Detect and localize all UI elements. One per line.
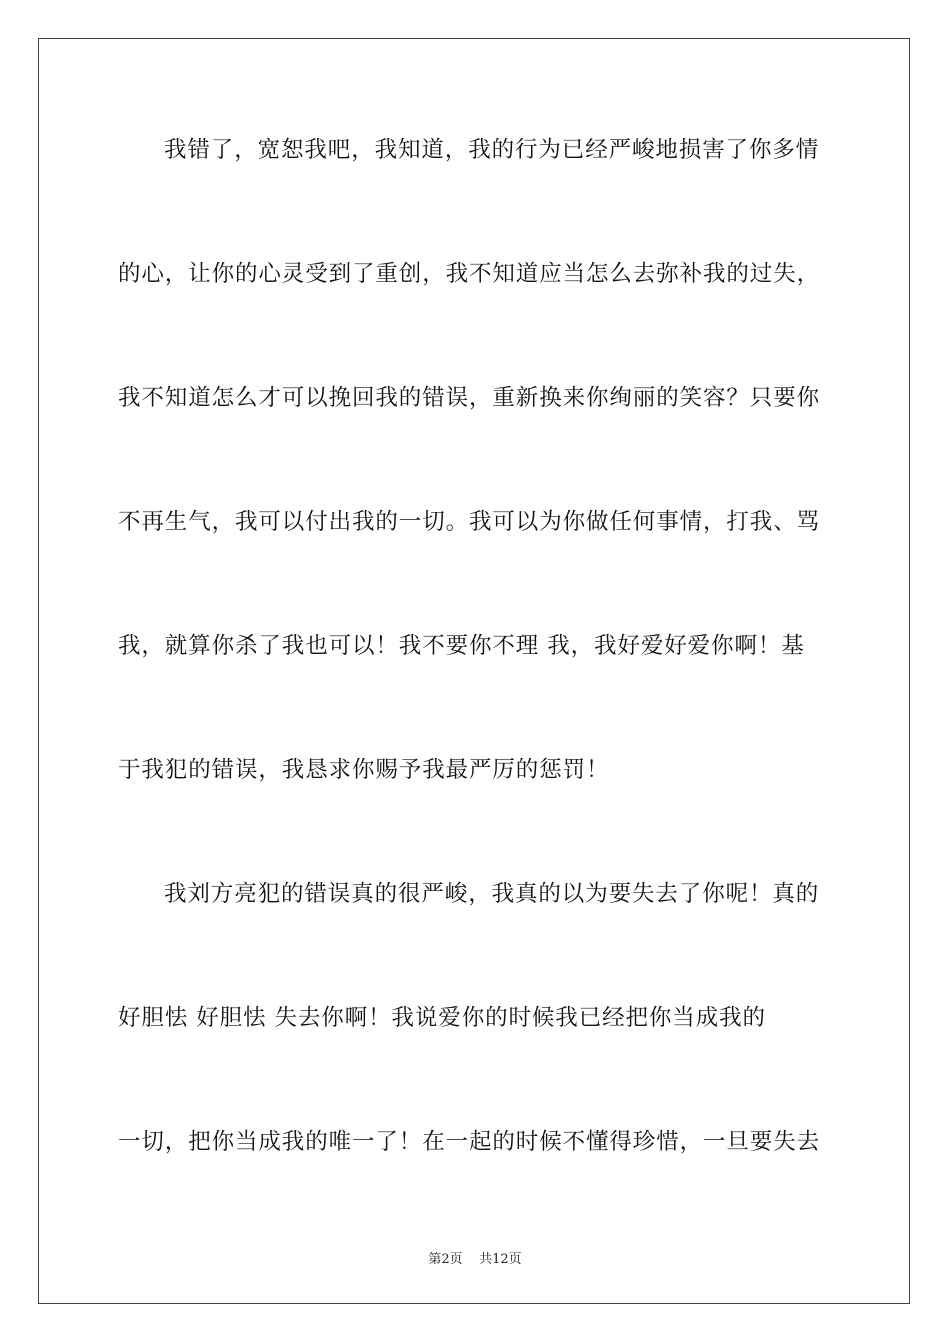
paragraph-1-line-1: 我错了，宽恕我吧，我知道，我的行为已经严峻地损害了你多情 [164, 137, 820, 163]
document-body [118, 120, 832, 1236]
paragraph-2-line-1: 我刘方亮犯的错误真的很严峻，我真的以为要失去了你呢！真的 [164, 881, 820, 907]
paragraph-1-line-3: 我不知道怎么才可以挽回我的错误，重新换来你绚丽的笑容？只要你 [118, 385, 821, 411]
paragraph-2-line-3: 一切，把你当成我的唯一了！在一起的时候不懂得珍惜，一旦要失去 [118, 1129, 821, 1155]
paragraph-1-line-2: 的心，让你的心灵受到了重创，我不知道应当怎么去弥补我的过失， [118, 261, 821, 287]
paragraph-1-line-4: 不再生气，我可以付出我的一切。我可以为你做任何事情，打我、骂 [118, 509, 821, 535]
paragraph-1-line-6: 于我犯的错误，我恳求你赐予我最严厉的惩罚！ [118, 757, 610, 783]
page-number-footer: 第2页 共12页 [428, 1252, 522, 1267]
paragraph-1-line-5: 我，就算你杀了我也可以！我不要你不理 我，我好爱好爱你啊！基 [118, 633, 805, 659]
paragraph-2-line-2: 好胆怯 好胆怯 失去你啊！我说爱你的时候我已经把你当成我的 [118, 1005, 766, 1031]
